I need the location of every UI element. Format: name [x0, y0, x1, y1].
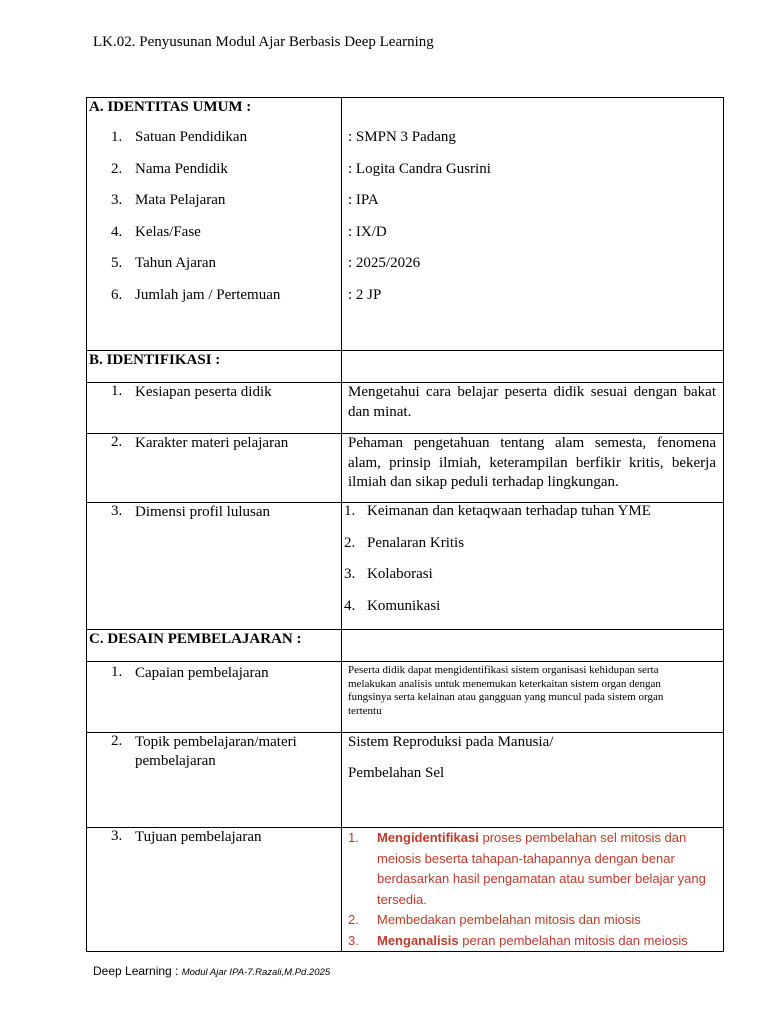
- topik-value-1: Sistem Reproduksi pada Manusia/: [348, 734, 554, 750]
- identity-value: : IPA: [348, 192, 379, 208]
- page-header: LK.02. Penyusunan Modul Ajar Berbasis Deep Learning: [93, 34, 434, 50]
- identity-value: : 2025/2026: [348, 255, 421, 271]
- section-c-title: C. DESAIN PEMBELAJARAN :: [89, 631, 302, 647]
- identity-row-label: 4. Kelas/Fase: [111, 223, 201, 240]
- identity-labels-cell: [87, 98, 342, 351]
- identity-values-cell: [342, 98, 724, 351]
- identity-value: : IX/D: [348, 223, 387, 240]
- capaian-value: Peserta didik dapat mengidentifikasi sistem organisasi kehidupan serta melakukan analisis untuk menemukan keterkaitan sistem organ dengan fungsinya serta kelainan atau gangguan yang muncul pada sistem organ tertentu: [348, 664, 664, 717]
- karakter-value: Pehaman pengetahuan tentang alam semesta, fenomena alam, prinsip ilmiah, keterampilan berfikir kritis, bekerja ilmiah dan sikap peduli terhadap lingkungan.: [348, 435, 716, 490]
- module-table: [86, 97, 724, 952]
- topik-value-2: Pembelahan Sel: [348, 765, 445, 781]
- list-item: 4. Komunikasi: [344, 597, 441, 614]
- topik-label: 2. Topik pembelajaran/materi pembelajaran: [111, 733, 297, 769]
- identity-value: : SMPN 3 Padang: [348, 129, 456, 145]
- karakter-label: 2. Karakter materi pelajaran: [111, 434, 289, 451]
- identity-row-label: 1. Satuan Pendidikan: [111, 129, 248, 145]
- identity-row-label: 2. Nama Pendidik: [111, 160, 228, 177]
- identity-value: : Logita Candra Gusrini: [348, 160, 491, 177]
- list-item: 1. Keimanan dan ketaqwaan terhadap tuhan YME: [344, 503, 651, 519]
- dimensi-list: [342, 503, 723, 629]
- list-item: 3. Kolaborasi: [344, 566, 433, 582]
- tujuan-label: 3. Tujuan pembelajaran: [111, 828, 262, 845]
- identity-row-label: 5. Tahun Ajaran: [111, 255, 217, 271]
- identity-row-label: 6. Jumlah jam / Pertemuan: [111, 286, 281, 303]
- kesiapan-value: Mengetahui cara belajar peserta didik sesuai dengan bakat dan minat.: [348, 384, 716, 420]
- section-a-title: A. IDENTITAS UMUM :: [89, 99, 252, 115]
- page-footer: Deep Learning : Modul Ajar IPA-7.Razali,M.Pd.2025: [93, 964, 331, 978]
- list-item: 1. Mengidentifikasi proses pembelahan sel mitosis dan meiosis beserta tahapan-tahapannya dengan benar berdasarkan hasil pengamatan atau sumber belajar yang tersedia.: [348, 830, 706, 907]
- dimensi-label: 3. Dimensi profil lulusan: [111, 503, 270, 520]
- list-item: 2. Membedakan pembelahan mitosis dan miosis: [348, 912, 641, 927]
- list-item: 2. Penalaran Kritis: [344, 534, 465, 551]
- kesiapan-label: 1. Kesiapan peserta didik: [111, 383, 272, 400]
- list-item: 3. Menganalisis peran pembelahan mitosis dan meiosis: [348, 932, 688, 948]
- capaian-label: 1. Capaian pembelajaran: [111, 664, 269, 681]
- tujuan-list: [342, 828, 723, 951]
- section-b-title: B. IDENTIFIKASI :: [89, 352, 221, 368]
- identity-value: : 2 JP: [348, 286, 382, 303]
- identity-row-label: 3. Mata Pelajaran: [111, 192, 226, 208]
